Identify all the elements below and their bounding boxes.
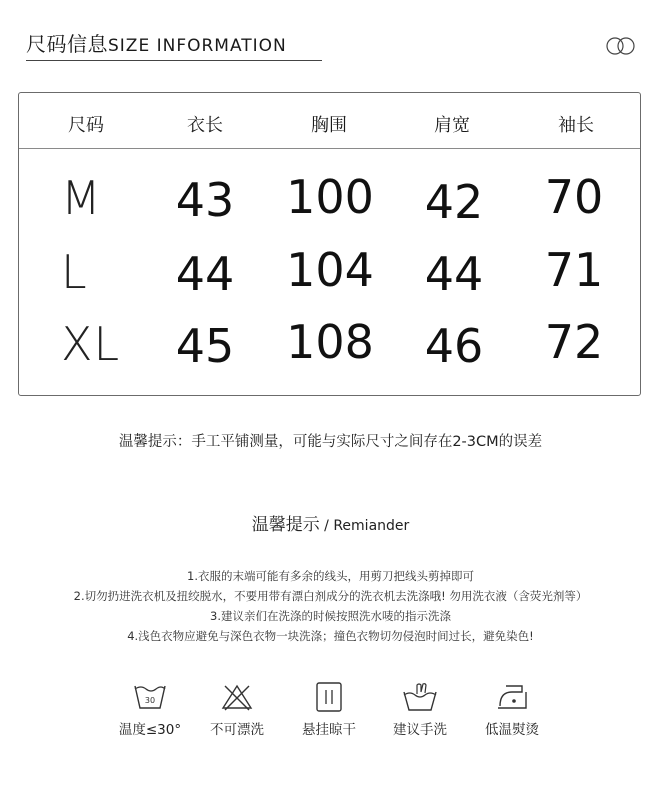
care-item-no-bleach: [191, 680, 283, 738]
sleeve-xl: 72: [544, 315, 604, 369]
care-item-low-iron: [466, 680, 558, 738]
shoulder-xl: 46: [424, 319, 484, 373]
shoulder-l: 44: [424, 247, 484, 301]
low-iron-icon: [492, 680, 532, 714]
care-item-hand-wash: [374, 680, 466, 738]
tip-item-1: 1.衣服的末端可能有多余的线头，用剪刀把线头剪掉即可: [187, 569, 474, 583]
care-item-wash-30: [104, 680, 196, 738]
page-title: [26, 28, 287, 57]
length-l: 44: [175, 247, 235, 301]
column-header-length: 衣长: [187, 115, 223, 136]
column-header-chest: 胸围: [311, 115, 347, 136]
care-label-no-bleach: 不可漂洗: [210, 722, 264, 738]
measurement-note: 温馨提示：手工平铺测量，可能与实际尺寸之间存在2-3CM的误差: [118, 434, 543, 450]
hand-wash-icon: [400, 680, 440, 714]
care-item-hang-dry: [283, 680, 375, 738]
wash-30-icon: [132, 680, 168, 714]
tip-item-4: 4.浅色衣物应避免与深色衣物一块洗涤；撞色衣物切勿侵泡时间过长，避免染色!: [127, 629, 534, 643]
tip-item-2: 2.切勿扔进洗衣机及扭绞脱水，不要用带有漂白剂成分的洗衣机去洗涤哦! 勿用洗衣液（含荧光剂等）: [73, 589, 588, 603]
care-label-hang-dry: 悬挂晾干: [302, 722, 356, 738]
size-table: [18, 92, 641, 396]
no-bleach-icon: [219, 680, 255, 714]
column-header-sleeve: 袖长: [558, 115, 594, 136]
reminder-title: [0, 510, 661, 535]
column-header-size: 尺码: [68, 115, 104, 136]
chest-m: 100: [286, 170, 374, 224]
title-underline: [26, 60, 322, 61]
wash-temp-badge: 30: [144, 696, 156, 705]
title-cn: 尺码信息: [26, 32, 108, 56]
tip-item-3: 3.建议亲们在洗涤的时候按照洗水唛的指示洗涤: [210, 609, 451, 623]
care-label-hand-wash: 建议手洗: [393, 722, 447, 738]
care-label-wash: 温度≤30°: [118, 722, 182, 738]
chest-l: 104: [286, 243, 374, 297]
column-header-shoulder: 肩宽: [434, 115, 470, 136]
size-label-xl: XL: [61, 317, 121, 371]
reminder-title-sep: /: [319, 518, 334, 534]
length-xl: 45: [175, 319, 235, 373]
sleeve-m: 70: [544, 170, 604, 224]
shoulder-m: 42: [424, 175, 484, 229]
hang-dry-icon: [311, 680, 347, 714]
length-m: 43: [175, 173, 235, 227]
double-ring-logo-icon: [604, 36, 638, 56]
care-label-low-iron: 低温熨烫: [485, 722, 539, 738]
size-label-m: M: [61, 171, 102, 225]
title-en: SIZE INFORMATION: [108, 36, 287, 56]
size-label-l: L: [61, 245, 88, 299]
reminder-title-en: Remiander: [333, 518, 410, 534]
sleeve-l: 71: [544, 243, 604, 297]
table-header-divider: [19, 148, 640, 149]
reminder-title-cn: 温馨提示: [251, 515, 320, 535]
chest-xl: 108: [286, 315, 374, 369]
